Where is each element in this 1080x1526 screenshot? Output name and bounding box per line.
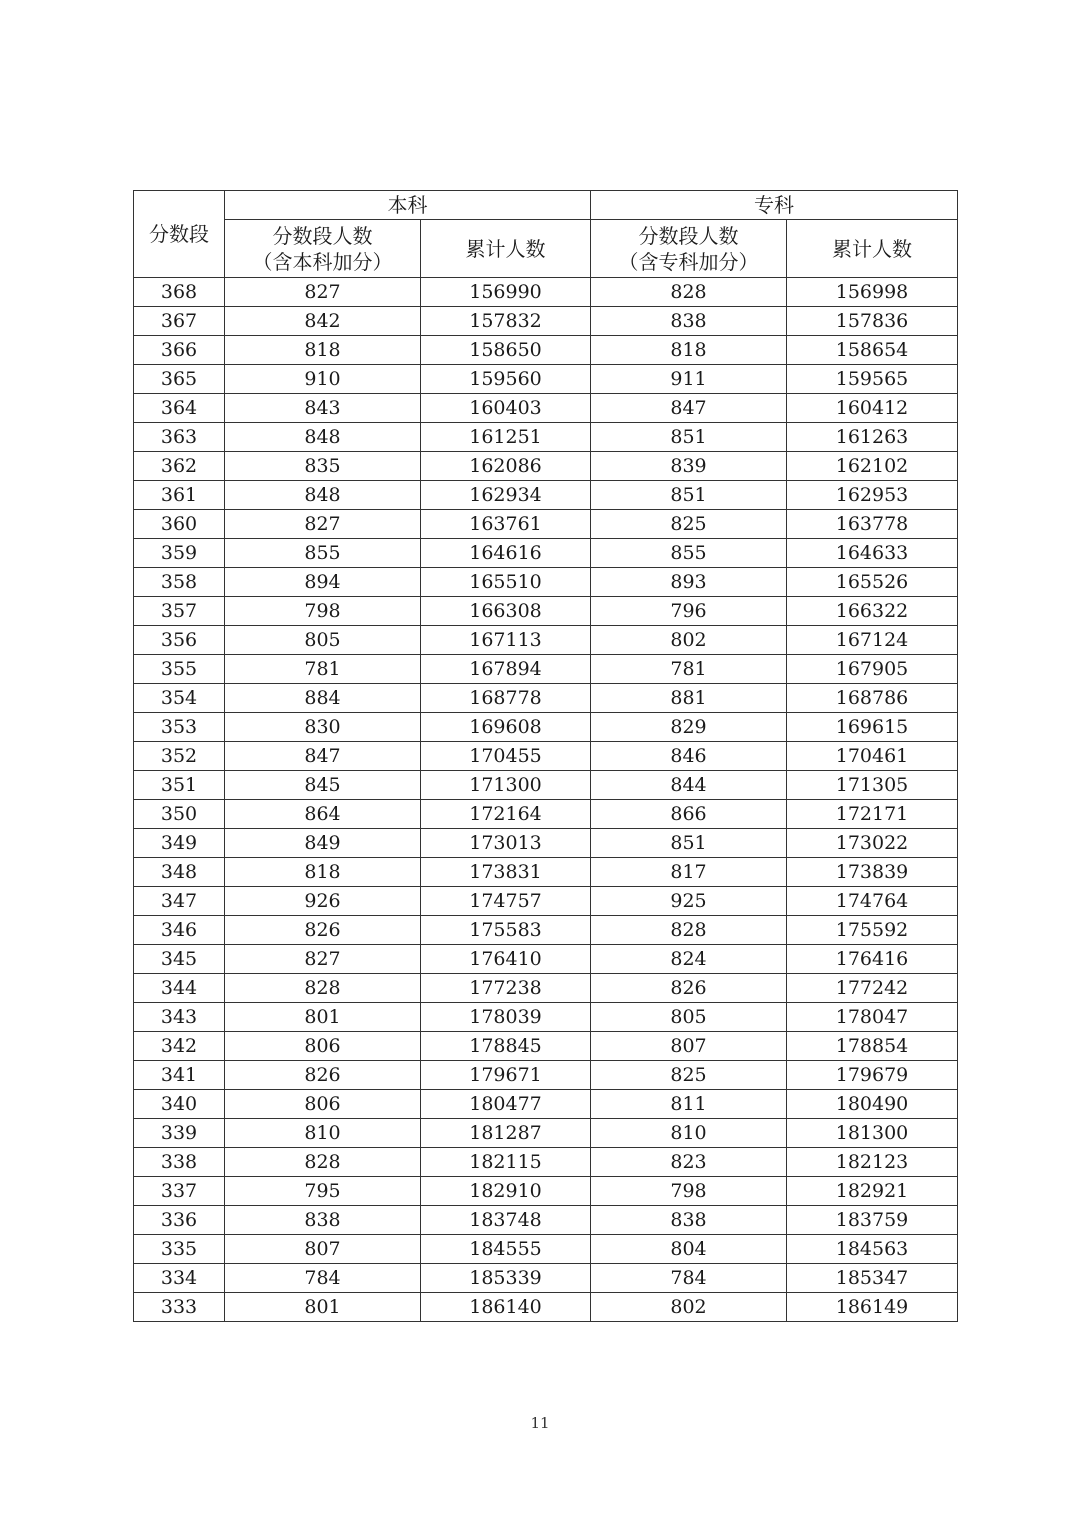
score-cell: 349 [134, 829, 225, 858]
table-row [134, 829, 958, 858]
table-row [134, 452, 958, 481]
junior-cumulative-cell: 156998 [787, 278, 958, 307]
undergrad-cumulative-cell: 170455 [421, 742, 591, 771]
undergrad-count-header [225, 220, 421, 278]
junior-count-cell: 810 [591, 1119, 787, 1148]
junior-count-cell: 851 [591, 423, 787, 452]
junior-cumulative-cell: 161263 [787, 423, 958, 452]
undergrad-count-cell: 848 [225, 481, 421, 510]
score-cell: 355 [134, 655, 225, 684]
score-cell: 334 [134, 1264, 225, 1293]
undergrad-cumulative-cell: 167894 [421, 655, 591, 684]
undergrad-cumulative-cell: 173831 [421, 858, 591, 887]
junior-cumulative-cell: 182921 [787, 1177, 958, 1206]
undergrad-cumulative-cell: 174757 [421, 887, 591, 916]
undergrad-cumulative-cell: 178845 [421, 1032, 591, 1061]
junior-count-cell: 811 [591, 1090, 787, 1119]
undergrad-cumulative-cell: 159560 [421, 365, 591, 394]
table-row [134, 800, 958, 829]
score-cell: 360 [134, 510, 225, 539]
undergrad-cumulative-cell: 158650 [421, 336, 591, 365]
score-distribution-table [133, 190, 958, 1322]
junior-count-cell: 796 [591, 597, 787, 626]
undergrad-cumulative-cell: 178039 [421, 1003, 591, 1032]
table-row [134, 887, 958, 916]
undergrad-cumulative-cell: 180477 [421, 1090, 591, 1119]
junior-count-cell: 829 [591, 713, 787, 742]
junior-cumulative-cell: 175592 [787, 916, 958, 945]
junior-count-cell: 925 [591, 887, 787, 916]
undergrad-count-cell: 801 [225, 1003, 421, 1032]
table-row [134, 858, 958, 887]
table-row [134, 1119, 958, 1148]
junior-count-cell: 825 [591, 510, 787, 539]
junior-count-cell: 818 [591, 336, 787, 365]
junior-cumulative-cell: 159565 [787, 365, 958, 394]
junior-count-cell: 828 [591, 916, 787, 945]
table-row [134, 945, 958, 974]
junior-count-cell: 781 [591, 655, 787, 684]
undergrad-cumulative-cell: 177238 [421, 974, 591, 1003]
undergrad-cumulative-cell: 167113 [421, 626, 591, 655]
undergrad-cumulative-cell: 185339 [421, 1264, 591, 1293]
score-cell: 345 [134, 945, 225, 974]
undergrad-count-cell: 828 [225, 974, 421, 1003]
junior-cumulative-header: 累计人数 [787, 220, 958, 278]
table-row [134, 307, 958, 336]
table-row [134, 481, 958, 510]
score-range-header: 分数段 [134, 191, 225, 278]
score-cell: 350 [134, 800, 225, 829]
page-number: 11 [530, 1414, 550, 1432]
junior-count-cell: 855 [591, 539, 787, 568]
undergrad-count-cell: 847 [225, 742, 421, 771]
junior-count-cell: 866 [591, 800, 787, 829]
table-row [134, 713, 958, 742]
undergrad-count-cell: 826 [225, 1061, 421, 1090]
undergrad-count-header-line2: （含本科加分） [252, 249, 393, 274]
junior-count-cell: 804 [591, 1235, 787, 1264]
table-row [134, 1061, 958, 1090]
junior-cumulative-cell: 180490 [787, 1090, 958, 1119]
junior-count-cell: 838 [591, 1206, 787, 1235]
undergrad-cumulative-cell: 182910 [421, 1177, 591, 1206]
table-row [134, 626, 958, 655]
table-header [134, 191, 958, 278]
undergrad-count-cell: 849 [225, 829, 421, 858]
undergrad-count-cell: 798 [225, 597, 421, 626]
undergrad-count-header-line1: 分数段人数 [272, 223, 373, 248]
junior-cumulative-cell: 171305 [787, 771, 958, 800]
score-cell: 356 [134, 626, 225, 655]
table-row [134, 916, 958, 945]
junior-count-cell: 825 [591, 1061, 787, 1090]
table-row [134, 365, 958, 394]
undergrad-cumulative-cell: 156990 [421, 278, 591, 307]
undergrad-cumulative-cell: 166308 [421, 597, 591, 626]
undergrad-count-cell: 806 [225, 1090, 421, 1119]
undergrad-cumulative-cell: 157832 [421, 307, 591, 336]
table-row [134, 278, 958, 307]
junior-count-cell: 851 [591, 829, 787, 858]
score-cell: 340 [134, 1090, 225, 1119]
junior-count-cell: 838 [591, 307, 787, 336]
table-row [134, 742, 958, 771]
junior-cumulative-cell: 174764 [787, 887, 958, 916]
undergrad-count-cell: 838 [225, 1206, 421, 1235]
undergrad-count-cell: 835 [225, 452, 421, 481]
undergrad-count-cell: 842 [225, 307, 421, 336]
table-body [134, 278, 958, 1322]
undergrad-count-cell: 894 [225, 568, 421, 597]
undergrad-count-cell: 926 [225, 887, 421, 916]
undergrad-count-cell: 864 [225, 800, 421, 829]
undergrad-count-cell: 781 [225, 655, 421, 684]
undergrad-cumulative-cell: 164616 [421, 539, 591, 568]
undergrad-cumulative-header: 累计人数 [421, 220, 591, 278]
junior-count-cell: 839 [591, 452, 787, 481]
score-cell: 354 [134, 684, 225, 713]
undergrad-count-cell: 843 [225, 394, 421, 423]
junior-cumulative-cell: 168786 [787, 684, 958, 713]
junior-count-header-line2: （含专科加分） [618, 249, 759, 274]
junior-count-cell: 828 [591, 278, 787, 307]
junior-cumulative-cell: 173839 [787, 858, 958, 887]
undergrad-cumulative-cell: 160403 [421, 394, 591, 423]
score-cell: 336 [134, 1206, 225, 1235]
junior-cumulative-cell: 181300 [787, 1119, 958, 1148]
table-row [134, 1090, 958, 1119]
junior-cumulative-cell: 172171 [787, 800, 958, 829]
header-row-2 [134, 220, 958, 278]
undergrad-count-cell: 805 [225, 626, 421, 655]
score-cell: 363 [134, 423, 225, 452]
table-row [134, 655, 958, 684]
junior-count-cell: 881 [591, 684, 787, 713]
table-row [134, 1206, 958, 1235]
score-cell: 341 [134, 1061, 225, 1090]
undergrad-cumulative-cell: 176410 [421, 945, 591, 974]
junior-count-cell: 802 [591, 626, 787, 655]
junior-count-cell: 846 [591, 742, 787, 771]
score-cell: 339 [134, 1119, 225, 1148]
score-cell: 365 [134, 365, 225, 394]
junior-cumulative-cell: 182123 [787, 1148, 958, 1177]
score-cell: 346 [134, 916, 225, 945]
table-row [134, 1264, 958, 1293]
junior-count-header [591, 220, 787, 278]
junior-count-cell: 802 [591, 1293, 787, 1322]
undergrad-cumulative-cell: 161251 [421, 423, 591, 452]
junior-count-cell: 807 [591, 1032, 787, 1061]
junior-count-cell: 911 [591, 365, 787, 394]
undergrad-cumulative-cell: 168778 [421, 684, 591, 713]
junior-cumulative-cell: 162953 [787, 481, 958, 510]
junior-count-cell: 798 [591, 1177, 787, 1206]
undergrad-count-cell: 884 [225, 684, 421, 713]
junior-cumulative-cell: 170461 [787, 742, 958, 771]
undergrad-count-cell: 818 [225, 336, 421, 365]
score-cell: 364 [134, 394, 225, 423]
undergrad-count-cell: 827 [225, 278, 421, 307]
undergrad-count-cell: 855 [225, 539, 421, 568]
score-cell: 351 [134, 771, 225, 800]
score-cell: 335 [134, 1235, 225, 1264]
junior-count-cell: 805 [591, 1003, 787, 1032]
junior-college-header: 专科 [591, 191, 958, 220]
undergrad-cumulative-cell: 173013 [421, 829, 591, 858]
score-cell: 348 [134, 858, 225, 887]
undergrad-count-cell: 810 [225, 1119, 421, 1148]
undergrad-count-cell: 801 [225, 1293, 421, 1322]
table-row [134, 510, 958, 539]
junior-cumulative-cell: 184563 [787, 1235, 958, 1264]
junior-cumulative-cell: 186149 [787, 1293, 958, 1322]
junior-cumulative-cell: 185347 [787, 1264, 958, 1293]
table-row [134, 423, 958, 452]
undergrad-count-cell: 784 [225, 1264, 421, 1293]
score-cell: 342 [134, 1032, 225, 1061]
undergrad-count-cell: 848 [225, 423, 421, 452]
junior-cumulative-cell: 173022 [787, 829, 958, 858]
junior-cumulative-cell: 165526 [787, 568, 958, 597]
score-cell: 368 [134, 278, 225, 307]
undergrad-cumulative-cell: 172164 [421, 800, 591, 829]
undergrad-cumulative-cell: 179671 [421, 1061, 591, 1090]
table-row [134, 1003, 958, 1032]
junior-cumulative-cell: 177242 [787, 974, 958, 1003]
undergrad-cumulative-cell: 162086 [421, 452, 591, 481]
table-row [134, 684, 958, 713]
junior-count-cell: 851 [591, 481, 787, 510]
table-row [134, 974, 958, 1003]
junior-count-cell: 784 [591, 1264, 787, 1293]
junior-cumulative-cell: 178047 [787, 1003, 958, 1032]
junior-count-cell: 844 [591, 771, 787, 800]
undergrad-count-cell: 818 [225, 858, 421, 887]
score-cell: 333 [134, 1293, 225, 1322]
score-cell: 337 [134, 1177, 225, 1206]
score-cell: 347 [134, 887, 225, 916]
undergrad-count-cell: 807 [225, 1235, 421, 1264]
undergrad-cumulative-cell: 169608 [421, 713, 591, 742]
junior-cumulative-cell: 178854 [787, 1032, 958, 1061]
junior-cumulative-cell: 166322 [787, 597, 958, 626]
undergrad-cumulative-cell: 183748 [421, 1206, 591, 1235]
table-row [134, 1235, 958, 1264]
undergrad-count-cell: 827 [225, 945, 421, 974]
score-cell: 343 [134, 1003, 225, 1032]
junior-count-cell: 817 [591, 858, 787, 887]
table-row [134, 1293, 958, 1322]
table-row [134, 1148, 958, 1177]
undergrad-count-cell: 828 [225, 1148, 421, 1177]
table-row [134, 597, 958, 626]
undergrad-count-cell: 845 [225, 771, 421, 800]
undergrad-header: 本科 [225, 191, 591, 220]
junior-cumulative-cell: 158654 [787, 336, 958, 365]
score-cell: 353 [134, 713, 225, 742]
junior-cumulative-cell: 160412 [787, 394, 958, 423]
undergrad-cumulative-cell: 182115 [421, 1148, 591, 1177]
table-row [134, 1032, 958, 1061]
table-row [134, 1177, 958, 1206]
junior-cumulative-cell: 167124 [787, 626, 958, 655]
junior-count-cell: 823 [591, 1148, 787, 1177]
undergrad-count-cell: 827 [225, 510, 421, 539]
score-cell: 352 [134, 742, 225, 771]
undergrad-count-cell: 910 [225, 365, 421, 394]
undergrad-count-cell: 830 [225, 713, 421, 742]
undergrad-cumulative-cell: 184555 [421, 1235, 591, 1264]
junior-cumulative-cell: 179679 [787, 1061, 958, 1090]
score-cell: 362 [134, 452, 225, 481]
junior-cumulative-cell: 176416 [787, 945, 958, 974]
junior-count-cell: 826 [591, 974, 787, 1003]
undergrad-cumulative-cell: 181287 [421, 1119, 591, 1148]
score-cell: 338 [134, 1148, 225, 1177]
junior-cumulative-cell: 183759 [787, 1206, 958, 1235]
undergrad-count-cell: 826 [225, 916, 421, 945]
score-cell: 357 [134, 597, 225, 626]
table-row [134, 771, 958, 800]
junior-cumulative-cell: 157836 [787, 307, 958, 336]
junior-count-cell: 893 [591, 568, 787, 597]
undergrad-cumulative-cell: 175583 [421, 916, 591, 945]
score-cell: 344 [134, 974, 225, 1003]
undergrad-cumulative-cell: 171300 [421, 771, 591, 800]
undergrad-cumulative-cell: 165510 [421, 568, 591, 597]
score-cell: 358 [134, 568, 225, 597]
score-cell: 361 [134, 481, 225, 510]
junior-count-cell: 847 [591, 394, 787, 423]
junior-cumulative-cell: 169615 [787, 713, 958, 742]
score-cell: 367 [134, 307, 225, 336]
table-row [134, 336, 958, 365]
undergrad-count-cell: 806 [225, 1032, 421, 1061]
junior-cumulative-cell: 167905 [787, 655, 958, 684]
junior-count-cell: 824 [591, 945, 787, 974]
score-cell: 366 [134, 336, 225, 365]
junior-cumulative-cell: 162102 [787, 452, 958, 481]
junior-cumulative-cell: 163778 [787, 510, 958, 539]
undergrad-cumulative-cell: 186140 [421, 1293, 591, 1322]
header-row-1 [134, 191, 958, 220]
junior-cumulative-cell: 164633 [787, 539, 958, 568]
undergrad-cumulative-cell: 163761 [421, 510, 591, 539]
junior-count-header-line1: 分数段人数 [638, 223, 739, 248]
table-row [134, 568, 958, 597]
table-row [134, 394, 958, 423]
undergrad-count-cell: 795 [225, 1177, 421, 1206]
table-row [134, 539, 958, 568]
score-cell: 359 [134, 539, 225, 568]
undergrad-cumulative-cell: 162934 [421, 481, 591, 510]
